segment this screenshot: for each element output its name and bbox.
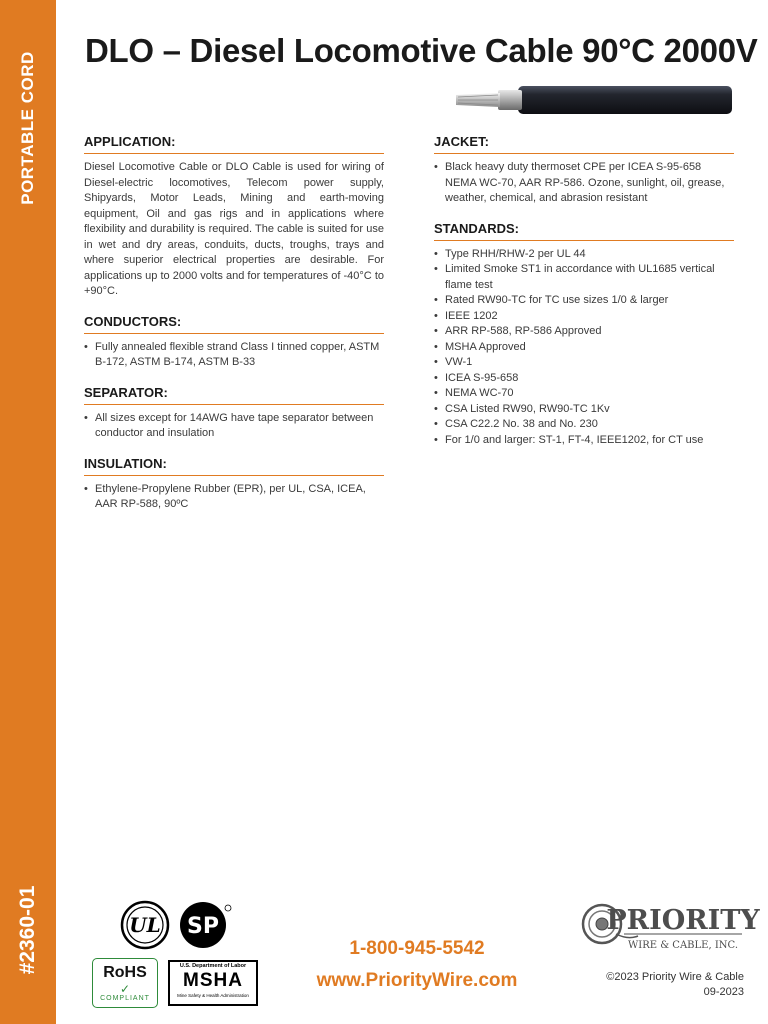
bullet-list xyxy=(434,160,734,207)
section-paragraph: Diesel Locomotive Cable or DLO Cable is used for wiring of Diesel-electric locomotives, Telecom power supply, Shipyards, Motor Leads, Mining and earth-moving equipment, Oil and gas rigs and in applications where flexibility and durability is required. The cable is suited for use in wet and dry areas, conduits, ducts, troughs, trays and where superior electrical properties are desirable. For applications up to 2000 volts and for temperatures of -40°C to +90°C. xyxy=(84,161,384,297)
contact-phone[interactable]: 1-800-945-5542 xyxy=(349,938,485,959)
bullet-list xyxy=(84,482,384,513)
cable-illustration xyxy=(452,84,734,116)
bullet-item: • Black heavy duty thermoset CPE per ICEA S-95-658 NEMA WC-70, AAR RP-586. Ozone, sunlight, oil, grease, weather, chemical, and abrasion resistant xyxy=(434,160,734,207)
ul-logo-text: UL xyxy=(129,913,161,937)
copyright-date: 09-2023 xyxy=(703,986,744,998)
csa-logo-text: SP xyxy=(187,914,219,939)
sidebar-part-number: #2360-01 xyxy=(16,885,39,975)
certification-logos xyxy=(92,898,272,1010)
rohs-logo xyxy=(92,958,158,1008)
bullet-item: • NEMA WC-70 xyxy=(434,386,734,402)
rohs-check-icon: ✓ xyxy=(119,982,131,996)
msha-subtitle: Mine Safety & Health Administration xyxy=(177,993,249,998)
bullet-item: • All sizes except for 14AWG have tape separator between conductor and insulation xyxy=(84,411,384,442)
bullet-item: • IEEE 1202 xyxy=(434,309,734,325)
bullet-item: • ARR RP-588, RP-586 Approved xyxy=(434,324,734,340)
left-column xyxy=(84,134,384,527)
cable-jacket xyxy=(518,86,732,114)
cable-insulation xyxy=(498,90,522,110)
msha-department: U.S. Department of Labor xyxy=(179,963,247,969)
bullet-item: • Type RHH/RHW-2 per UL 44 xyxy=(434,247,734,263)
section-heading: CONDUCTORS: xyxy=(84,314,384,334)
section-separator xyxy=(84,385,384,442)
bullet-item: • CSA C22.2 No. 38 and No. 230 xyxy=(434,417,734,433)
bullet-item: • VW-1 xyxy=(434,355,734,371)
msha-logo xyxy=(168,960,258,1006)
section-conductors xyxy=(84,314,384,371)
section-heading: JACKET: xyxy=(434,134,734,154)
priority-company-logo xyxy=(580,898,760,956)
page-title: DLO – Diesel Locomotive Cable 90°C 2000V xyxy=(85,32,758,69)
contact-website[interactable]: www.PriorityWire.com xyxy=(316,970,518,991)
section-application xyxy=(84,134,384,300)
section-heading: SEPARATOR: xyxy=(84,385,384,405)
bullet-item: • MSHA Approved xyxy=(434,340,734,356)
copyright-text: ©2023 Priority Wire & Cable xyxy=(606,971,744,983)
section-insulation xyxy=(84,456,384,513)
bullet-item: • Fully annealed flexible strand Class I tinned copper, ASTM B-172, ASTM B-174, ASTM B-33 xyxy=(84,340,384,371)
bullet-item: • Limited Smoke ST1 in accordance with UL1685 vertical flame test xyxy=(434,262,734,293)
bullet-item: • ICEA S-95-658 xyxy=(434,371,734,387)
rohs-title: RoHS xyxy=(103,964,147,981)
rohs-subtitle: COMPLIANT xyxy=(100,995,150,1002)
bullet-item: • For 1/0 and larger: ST-1, FT-4, IEEE1202, for CT use xyxy=(434,433,734,449)
csa-logo xyxy=(178,900,232,950)
right-column xyxy=(434,134,734,462)
copyright-block xyxy=(606,970,744,1000)
sidebar-band xyxy=(0,0,56,1024)
section-standards xyxy=(434,221,734,449)
section-heading: STANDARDS: xyxy=(434,221,734,241)
bullet-list xyxy=(84,411,384,442)
bullet-item: • Rated RW90-TC for TC use sizes 1/0 & larger xyxy=(434,293,734,309)
bullet-item: • CSA Listed RW90, RW90-TC 1Kv xyxy=(434,402,734,418)
ul-listed-logo xyxy=(120,900,170,950)
msha-name: MSHA xyxy=(183,970,243,991)
priority-logo-name: PRIORITY xyxy=(606,905,760,936)
section-heading: INSULATION: xyxy=(84,456,384,476)
sidebar-category: PORTABLE CORD xyxy=(18,51,37,205)
section-jacket xyxy=(434,134,734,207)
section-heading: APPLICATION: xyxy=(84,134,384,154)
priority-logo-subtitle: WIRE & CABLE, INC. xyxy=(627,940,739,951)
bullet-item: • Ethylene-Propylene Rubber (EPR), per UL, CSA, ICEA, AAR RP-588, 90ºC xyxy=(84,482,384,513)
bullet-list xyxy=(84,340,384,371)
bullet-list xyxy=(434,247,734,449)
